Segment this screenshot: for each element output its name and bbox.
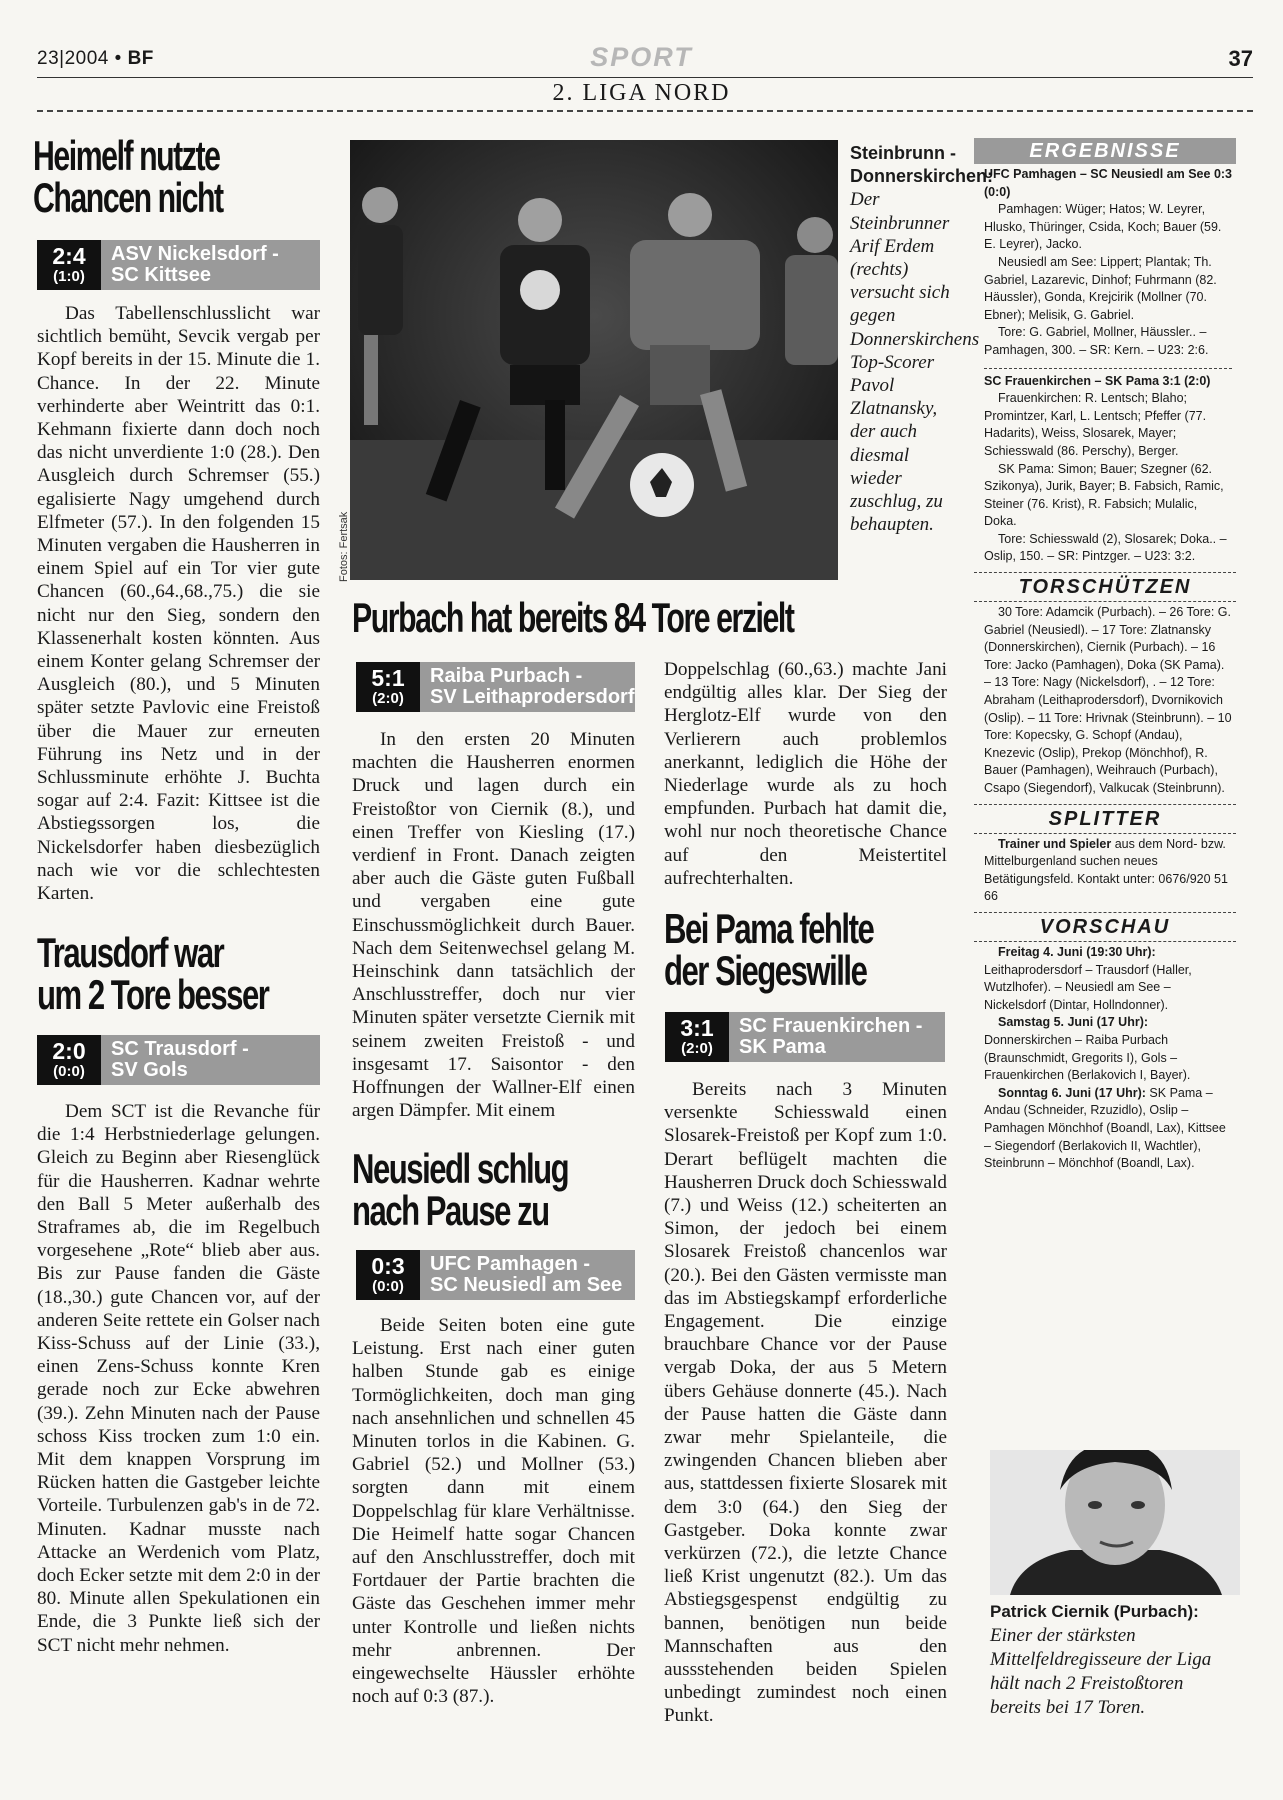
- article2-result: [37, 1035, 101, 1085]
- article4-final-score: 0:3: [371, 1252, 405, 1279]
- article1-score-box: [37, 240, 320, 290]
- torschuetzen-block: [974, 602, 1236, 798]
- article5-headline-line1: Bei Pama fehlte: [664, 905, 874, 952]
- article2-halftime-score: (0:0): [53, 1062, 85, 1080]
- article2-paragraph: Dem SCT ist die Revanche für die 1:4 Herbstniederlage gelungen. Gleich zu Beginn aber Riesenglück für die Hausherren. Kadnar wehrte den Ball 5 Meter außerhalb des Straframes ab, die im Regelbuch vorgesehene „Rote“ blieb aber aus. Bis zur Pause fanden die Gäste (18.,30.) gute Chancen vor, auf der anderen Seite rettete ein Golser nach Kiss-Schuss auf der Linie (33.), einen Zens-Schuss konnte Kren gerade noch zur Ecke abwehren (39.). Zehn Minuten nach der Pause schoss Kiss trocken zum 1:0 ein. Mit dem knappen Vorsprung im Rücken hatten die Gastgeber leichte Vorteile. Turbulenzen gab's in de 72. Minuten. Kadnar musste nach Attacke an Werdenich vom Platz, doch Ecker setzte mit dem 2:0 in der 80. Minute allen Spekulationen ein Ende, die 3 Punkte ließ sich der SCT nicht mehr nehmen.: [37, 1101, 320, 1656]
- splitter-bold: Trainer und Spieler: [998, 836, 1112, 851]
- issue-number: 23|2004: [37, 48, 109, 69]
- article1-final-score: 2:4: [52, 242, 86, 269]
- article1-body: [37, 302, 320, 905]
- article3-teams: [420, 662, 635, 712]
- portrait-caption-text: Einer der stärksten Mittelfeldregisseure der Liga hält nach 2 Freistoßtoren bereits bei 17 Toren.: [990, 1625, 1212, 1718]
- publication-name: BF: [127, 48, 154, 69]
- article3-body-col2: [664, 658, 947, 890]
- torschuetzen-list: 30 Tore: Adamcik (Purbach). – 26 Tore: G. Gabriel (Neusiedl). – 17 Tore: Zlatnansky (Donnerskirchen), Ciernik (Purbach). – 16 Tore: Jacko (Pamhagen), Doka (SK Pama). – 13 Tore: Nagy (Nickelsdorf), . – 12 Tore: Abraham (Leithaprodersdorf), Dvornikovich (Oslip). – 11 Tore: Hrivnak (Steinbrunn). – 10 Tore: Kopecsky, G. Schopf (Andau), Knezevic (Oslip), Prekop (Mönchhof), R. Bauer (Pamhagen), Weihrauch (Purbach), Csapo (Siegendorf), Valkucak (Steinbrunn).: [984, 605, 1232, 795]
- article4-result: [356, 1250, 420, 1300]
- results-block: [974, 164, 1236, 566]
- article3-headline: Purbach hat bereits 84 Tore erzielt: [352, 594, 794, 641]
- game2-away-lineup: SK Pama: Simon; Bauer; Szegner (62. Szikonya), Jurik, Bayer; B. Fabsich, Ramic, Steiner (76. Krist), R. Fabsich; Mulalic, Doka.: [984, 461, 1224, 529]
- vorschau-block: [974, 942, 1236, 1173]
- vorschau2-games: Donnerskirchen – Raiba Purbach (Braunschmidt, Gregorits I), Gols – Frauenkirchen (Berlakovich I, Bayer).: [984, 1032, 1191, 1083]
- splitter-block: [974, 834, 1236, 906]
- article4-headline-line1: Neusiedl schlug: [352, 1145, 569, 1192]
- article5-score-box: [665, 1012, 945, 1062]
- article2-headline: [37, 929, 318, 1018]
- photo-credit: Fotos: Fertsak: [338, 511, 350, 582]
- article4-halftime-score: (0:0): [372, 1277, 404, 1295]
- article2-headline-line2: um 2 Tore besser: [37, 971, 269, 1018]
- article1-headline: [33, 132, 292, 221]
- article1-headline-line1: Heimelf nutzte: [33, 132, 220, 179]
- article5-paragraph: Bereits nach 3 Minuten versenkte Schiesswald einen Slosarek-Freistoß per Kopf zum 1:0. Derart beflügelt machten die Hausherren Druck doch Schiesswald (7.) und Weiss (12.) scheiterten an Simon, der jedoch bei einem Slosarek Freistoß chancenlos war (20.). Bei den Gästen vermisste man das im Abstiegskampf erforderliche Engagement. Die einzige brauchbare Chance vor der Pause vergab Doka, der aus 5 Metern übers Gehäuse donnerte (45.). Nach der Pause hatten die Gäste dann zwar mehr Spielanteile, die zwingenden Chancen blieben aber aus, stattdessen fixierte Slosarek mit dem 3:0 (64.) den Sieg der Gastgeber. Doka konnte zwar verkürzen (72.), die letzte Chance ließ Krist ungenutzt (82.). Um das Abstiegsgespenst endgültig zu bannen, benötigen nun beide Mannschaften aus den aussstehenden beiden Spielen unbedingt zumindest noch einen Punkt.: [664, 1079, 947, 1727]
- game1-goals: Tore: G. Gabriel, Mollner, Häussler.. – Pamhagen, 300. – SR: Kern. – U23: 2:6.: [984, 325, 1209, 357]
- article2-score-box: [37, 1035, 320, 1085]
- issue-bullet: •: [114, 48, 122, 69]
- vorschau3-games: SK Pama – Andau (Schneider, Rzuzidlo), Oslip – Pamhagen Mönchhof (Boandl, Lax), Kittsee – Siegendorf (Berlakovich II, Wachtler), Steinbrunn – Mönchhof (Boandl, Lax).: [984, 1085, 1226, 1171]
- article5-halftime-score: (2:0): [681, 1039, 713, 1057]
- article4-team-home: UFC Pamhagen -: [430, 1253, 591, 1275]
- photo1-caption-text: Der Steinbrunner Arif Erdem (rechts) versucht sich gegen Donnerskirchens Top-Scorer Pavol Zlatnansky, der auch diesmal wieder zuschlug, zu behaupten.: [850, 189, 980, 536]
- vorschau1-games: Leithaprodersdorf – Trausdorf (Haller, Wutzlhofer). – Neusiedl am See – Nickelsdorf (Dintar, Hollndonner).: [984, 962, 1192, 1012]
- sidebar: [974, 138, 1236, 1173]
- article4-score-box: [356, 1250, 635, 1300]
- article1-paragraph: Das Tabellenschlusslicht war sichtlich bemüht, Sevcik vergab per Kopf bereits in der 15. Minute die 1. Chance. In der 22. Minute verhinderte aber Weintritt das 0:1. Kehmann fixierte dann doch noch das nicht unverdiente 1:0 (28.). Den Ausgleich durch Schremser (55.) egalisierte Nagy umgehend durch Elfmeter (57.). In den folgenden 15 Minuten vergaben die Hausherren in einem Spiel auf ein Tor vier gute Chancen (60.,64.,68.,75.) die sie nicht nur den Sieg, sondern den Klassenerhalt kosten könnten. Aus einem Konter gelang Schremser der Ausgleich (80.), und 5 Minuten später setzte Pavlovic eine Freistoß über die Mauer zur erneuten Führung ins Netz und in der Schlussminute erhöhte J. Buchta sogar auf 2:4. Fazit: Kittsee ist die Abstiegssorgen los, die Nickelsdorfer haben diesbezüglich nach wie vor die schlechtesten Karten.: [37, 303, 320, 905]
- game2-goals: Tore: Schiesswald (2), Slosarek; Doka.. – Oslip, 150. – SR: Pintzger. – U23: 3:2.: [984, 531, 1227, 564]
- splitter-text: aus dem Nord- bzw. Mittelburgenland suchen neues Betätigungsfeld. Kontakt unter: 0676/920 51 66: [984, 836, 1228, 904]
- section-title: SPORT: [590, 42, 693, 72]
- article2-final-score: 2:0: [52, 1037, 86, 1064]
- vorschau-heading: VORSCHAU: [974, 912, 1236, 942]
- article5-team-away: SK Pama: [739, 1036, 826, 1058]
- article3-paragraph: In den ersten 20 Minuten machten die Hausherren enormen Druck und lagen durch ein Freistoßtor von Ciernik (8.), und einen Treffer von Kiesling (17.) verdienf in Front. Danach zeigten aber auch die Gäste guten Fußball und vergaben eine gute Einschussmöglichkeit durch Bauer. Nach dem Seitenwechsel gelang M. Heinschink dann tatsächlich der Anschlusstreffer, doch nur vier Minuten später versetzte Ciernik mit seinem zweiten Freistoß - und insgesamt 17. Saisontor - den Hoffnungen der Wallner-Elf einen argen Dämpfer. Mit einem: [352, 729, 635, 1122]
- article2-teams: [101, 1035, 320, 1085]
- article4-headline: [352, 1145, 648, 1234]
- article4-team-away: SC Neusiedl am See: [430, 1274, 623, 1296]
- article3-team-away: SV Leithaprodersdorf: [430, 686, 635, 708]
- article3-paragraph-continued: Doppelschlag (60.,63.) machte Jani endgültig alles klar. Der Sieg der Herglotz-Elf wurde von den Verlierern auch problemlos anerkannt, lediglich die Höhe der Niederlage wurde als zu hoch empfunden. Purbach hat damit die, wohl nur noch theoretische Chance auf den Meistertitel aufrechterhalten.: [664, 659, 947, 889]
- article2-team-home: SC Trausdorf -: [111, 1038, 249, 1060]
- article3-body-col1: [352, 728, 635, 1124]
- article5-final-score: 3:1: [680, 1014, 714, 1041]
- vorschau1-date: Freitag 4. Juni (19:30 Uhr):: [998, 944, 1156, 959]
- article5-result: [665, 1012, 729, 1062]
- match-photo-image: [350, 140, 838, 580]
- game1-home-lineup: Pamhagen: Wüger; Hatos; W. Leyrer, Hlusko, Thüringer, Csida, Koch; Bauer (59. E. Leyrer), Jacko.: [984, 202, 1222, 252]
- header-divider: [37, 110, 1253, 112]
- game2-title: SC Frauenkirchen – SK Pama 3:1 (2:0): [984, 373, 1211, 388]
- article2-headline-line1: Trausdorf war: [37, 929, 224, 976]
- portrait-caption-name: Patrick Ciernik (Purbach):: [990, 1602, 1199, 1621]
- article5-teams: [729, 1012, 945, 1062]
- article1-result: [37, 240, 101, 290]
- article3-score-box: [356, 662, 635, 712]
- article5-team-home: SC Frauenkirchen -: [739, 1015, 923, 1037]
- article4-headline-line2: nach Pause zu: [352, 1187, 549, 1234]
- match-photo: [350, 140, 838, 580]
- article5-headline-line2: der Siegeswille: [664, 947, 867, 994]
- vorschau3-date: Sonntag 6. Juni (17 Uhr):: [998, 1085, 1146, 1100]
- article2-team-away: SV Gols: [111, 1059, 188, 1081]
- article3-team-home: Raiba Purbach -: [430, 665, 583, 687]
- article5-headline: [664, 905, 960, 994]
- article1-headline-line2: Chancen nicht: [33, 174, 223, 221]
- splitter-heading: SPLITTER: [974, 804, 1236, 834]
- article4-paragraph: Beide Seiten boten eine gute Leistung. Erst nach einer guten halben Stunde gab es einige Tormöglichkeiten, doch man ging nach ansehnlichen und schnellen 45 Minuten torlos in die Kabinen. G. Gabriel (52.) und Mollner (53.) sorgten dann mit einem Doppelschlag für klare Verhältnisse. Die Heimelf hatte sogar Chancen auf den Anschlusstreffer, doch mit Fortdauer der Partie brachten die Gäste das Geschehen immer mehr unter Kontrolle und ließen nichts mehr anbrennen. Der eingewechselte Häussler erhöhte noch auf 0:3 (87.).: [352, 1315, 635, 1708]
- photo1-caption-title: Steinbrunn - Donnerskirchen:: [850, 143, 994, 187]
- vorschau2-date: Samstag 5. Juni (17 Uhr):: [998, 1015, 1149, 1030]
- article3-result: [356, 662, 420, 712]
- article3-halftime-score: (2:0): [372, 689, 404, 707]
- subsection-title: 2. LIGA NORD: [552, 80, 731, 106]
- article3-final-score: 5:1: [371, 664, 405, 691]
- header-rule: [37, 77, 1253, 78]
- article1-teams: [101, 240, 320, 290]
- article1-halftime-score: (1:0): [53, 267, 85, 285]
- game2-home-lineup: Frauenkirchen: R. Lentsch; Blaho; Promintzer, Karl, L. Lentsch; Pfeffer (77. Hadarits), Weiss, Slosarek, Mayer; Schiesswald (86. Perschy), Berger.: [984, 391, 1207, 458]
- page-number: 37: [1228, 46, 1253, 71]
- article1-team-away: SC Kittsee: [111, 264, 212, 286]
- photo1-caption: [850, 142, 994, 536]
- torschuetzen-heading: TORSCHÜTZEN: [974, 572, 1236, 602]
- portrait-caption: [990, 1600, 1235, 1720]
- article2-body: [37, 1100, 320, 1657]
- portrait-photo: [990, 1450, 1240, 1595]
- article5-body: [664, 1078, 947, 1728]
- article4-body: [352, 1314, 635, 1708]
- article1-team-home: ASV Nickelsdorf -: [111, 243, 279, 265]
- portrait-photo-image: [990, 1450, 1240, 1595]
- game1-away-lineup: Neusiedl am See: Lippert; Plantak; Th. Gabriel, Lazarevic, Dinhof; Fuhrmann (82. Häussler), Gonda, Krejcirik (Mollner (70. Ebner); Melisik, G. Gabriel.: [984, 254, 1217, 322]
- article4-teams: [420, 1250, 635, 1300]
- ergebnisse-heading: ERGEBNISSE: [974, 138, 1236, 164]
- results-divider: [984, 368, 1232, 369]
- game1-title: UFC Pamhagen – SC Neusiedl am See 0:3 (0:0): [984, 167, 1233, 199]
